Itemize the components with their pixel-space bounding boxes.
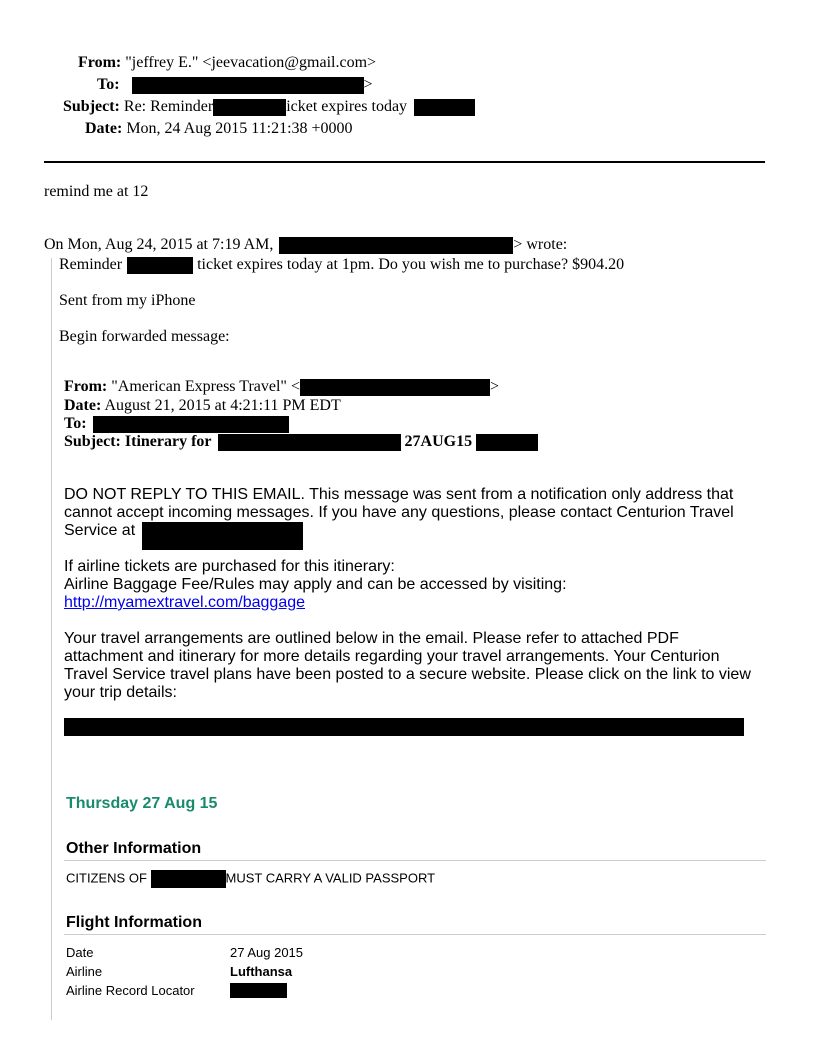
reply-body: remind me at 12	[44, 183, 149, 200]
redaction-trip-link	[64, 718, 744, 736]
fwd-date-row	[64, 397, 341, 415]
flight-row-airline-label: Airline	[66, 964, 103, 979]
passport-prefix: CITIZENS OF	[66, 870, 147, 886]
baggage-line-2: Airline Baggage Fee/Rules may apply and can be accessed by visiting:	[64, 576, 567, 593]
redaction-subject-1	[213, 99, 286, 116]
baggage-url[interactable]: http://myamextravel.com/baggage	[64, 594, 306, 611]
header-from-row	[78, 54, 376, 72]
notice-line-3	[64, 522, 303, 550]
redaction-subject-2	[414, 99, 475, 116]
fwd-from-suffix: >	[489, 378, 499, 395]
redaction-country	[151, 870, 226, 888]
header-date-row	[85, 120, 353, 138]
attribution-suffix: > wrote:	[513, 236, 568, 253]
flight-row-date-label: Date	[66, 945, 94, 960]
other-info-title: Other Information	[66, 840, 202, 857]
redaction-phone	[142, 522, 303, 550]
subject-part1: Re: Reminder	[123, 98, 214, 115]
header-divider	[44, 161, 765, 163]
from-label: From:	[78, 54, 122, 71]
redaction-fwd-to	[93, 416, 289, 433]
quoted-reminder	[59, 256, 624, 274]
other-info-divider	[64, 860, 766, 861]
quote-bar	[51, 258, 52, 1020]
arrangements-line-3: Travel Service travel plans have been posted to a secure website. Please click on the link to view	[64, 666, 751, 683]
redaction-sender	[279, 237, 513, 254]
arrangements-line-2: attachment and itinerary for more details regarding your travel arrangements. Your Centurion	[64, 648, 720, 665]
fwd-from-label: From:	[64, 378, 108, 395]
notice-service-at: Service at	[64, 522, 136, 539]
fwd-to-row	[64, 415, 289, 433]
reminder-suffix: ticket expires today at 1pm. Do you wish me to purchase? $904.20	[197, 256, 625, 273]
fwd-subject-code: 27AUG15	[404, 433, 473, 450]
flight-row-airline-value: Lufthansa	[230, 964, 293, 979]
fwd-to-label: To:	[64, 415, 87, 432]
fwd-subject-row	[64, 433, 538, 451]
begin-forwarded: Begin forwarded message:	[59, 328, 230, 345]
header-to-row	[97, 76, 373, 94]
from-value: "jeffrey E." <jeevacation@gmail.com>	[125, 54, 377, 71]
sent-from: Sent from my iPhone	[59, 292, 196, 309]
redaction-fwd-subject-1	[218, 434, 401, 451]
fwd-subject-label: Subject: Itinerary for	[64, 433, 212, 450]
passport-suffix: MUST CARRY A VALID PASSPORT	[225, 870, 436, 886]
redaction-record-locator	[230, 983, 287, 998]
fwd-from-row	[64, 378, 499, 396]
fwd-date-value: August 21, 2015 at 4:21:11 PM EDT	[104, 397, 341, 414]
subject-label: Subject:	[63, 98, 120, 115]
fwd-date-label: Date:	[64, 397, 102, 414]
subject-part2: icket expires today	[286, 98, 408, 115]
redaction-fwd-subject-2	[476, 434, 538, 451]
quote-attribution	[44, 236, 567, 254]
header-subject-row	[63, 98, 475, 116]
attribution-prefix: On Mon, Aug 24, 2015 at 7:19 AM,	[44, 236, 274, 253]
to-label: To:	[97, 76, 120, 93]
reminder-prefix: Reminder	[59, 256, 123, 273]
baggage-line-1: If airline tickets are purchased for this itinerary:	[64, 558, 395, 575]
redaction-reminder	[127, 257, 193, 274]
baggage-link[interactable]	[64, 594, 305, 612]
flight-info-title: Flight Information	[66, 914, 202, 931]
flight-row-date-value: 27 Aug 2015	[230, 945, 304, 960]
notice-line-1: DO NOT REPLY TO THIS EMAIL. This message was sent from a notification only address that	[64, 486, 734, 503]
arrangements-line-1: Your travel arrangements are outlined below in the email. Please refer to attached PDF	[64, 630, 679, 647]
redaction-fwd-from	[300, 379, 490, 396]
date-label: Date:	[85, 120, 123, 137]
redaction-to	[132, 77, 364, 94]
to-suffix: >	[363, 76, 373, 93]
fwd-from-value: "American Express Travel" <	[111, 378, 300, 395]
flight-info-divider	[64, 934, 766, 935]
day-heading: Thursday 27 Aug 15	[66, 795, 218, 812]
passport-notice	[66, 870, 435, 888]
arrangements-line-4: your trip details:	[64, 684, 177, 701]
flight-row-locator-label: Airline Record Locator	[66, 983, 195, 998]
date-value: Mon, 24 Aug 2015 11:21:38 +0000	[126, 120, 353, 137]
notice-line-2: cannot accept incoming messages. If you have any questions, please contact Centurion Travel	[64, 504, 734, 521]
